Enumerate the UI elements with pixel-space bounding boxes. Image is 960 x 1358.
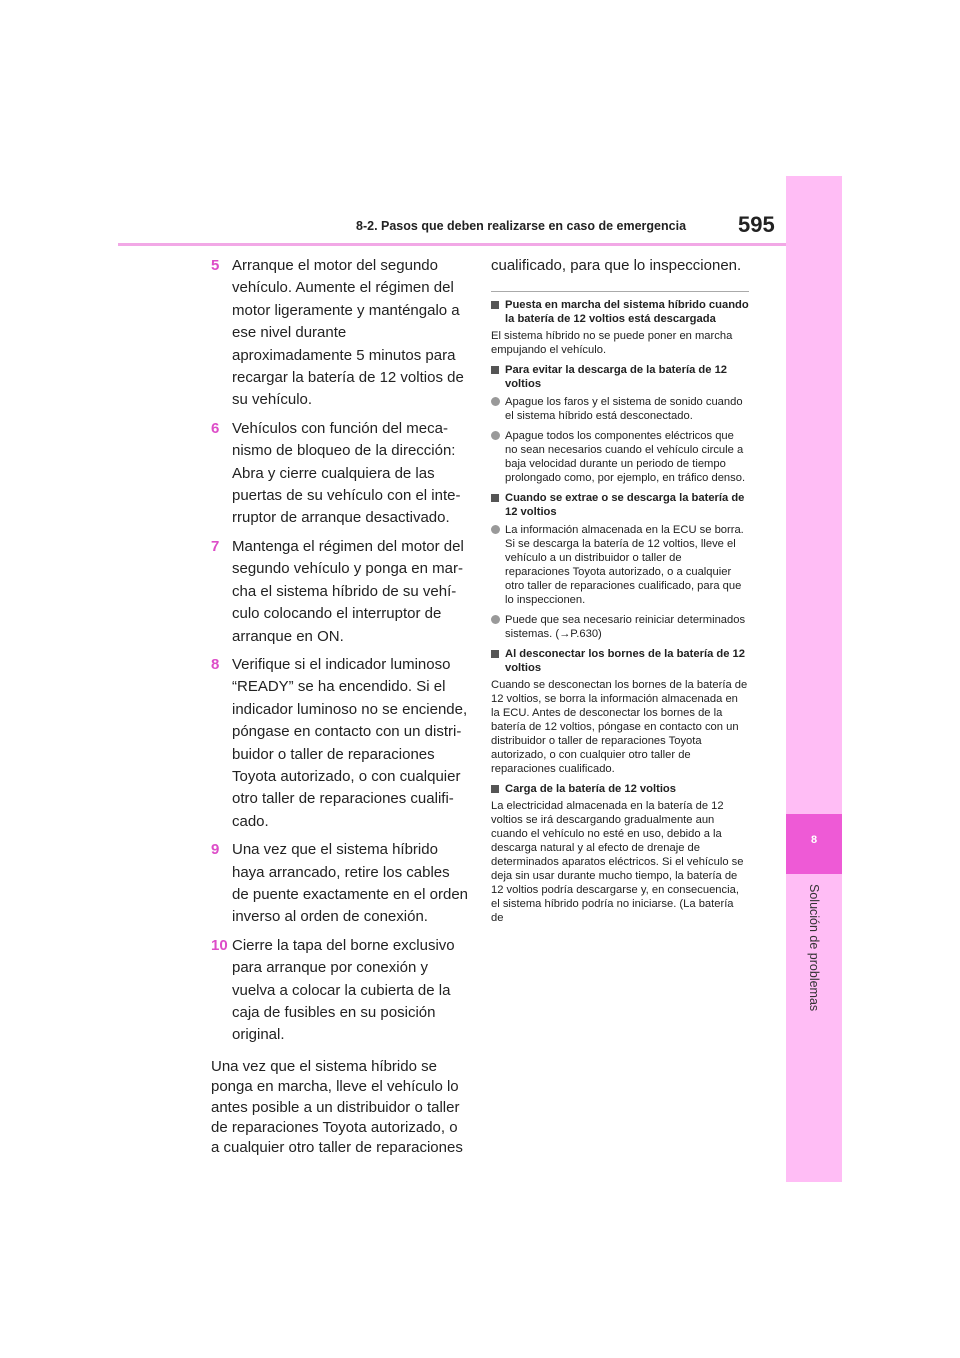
square-bullet-icon [491, 785, 499, 793]
square-bullet-icon [491, 301, 499, 309]
bullet-item: Apague los faros y el sistema de sonido cuando el sistema híbrido está desconectado. [491, 395, 749, 423]
chapter-number: 8 [810, 834, 818, 846]
section-text: El sistema híbrido no se puede poner en marcha empujando el vehículo. [491, 330, 733, 356]
section-heading: Cuando se extrae o se descarga la batería de 12 voltios [491, 491, 749, 519]
section-heading: Carga de la batería de 12 voltios [491, 782, 749, 796]
bullet-item: Puede que sea necesario reiniciar determinados sistemas. (→P.630) [491, 613, 749, 641]
section-text: La electricidad almacenada en la batería de 12 voltios se irá descargando gradualmente aun cuando el vehículo no esté en uso, debido a la descarga natural y al efecto de drenaje de determinados aparatos eléctricos. Si el vehículo se deja sin usar durante mucho tiempo, la batería de 12 voltios podría descargarse y, en consecuencia, el sistema híbrido podría no iniciarse. (La batería de [491, 800, 744, 924]
step-text: Una vez que el sistema híbrido haya arrancado, retire los cables de puente exactamente en el orden inverso al orden de conexión. [232, 841, 469, 926]
step-text: Cierre la tapa del borne exclusivo para arranque por conexión y vuelva a colocar la cubierta de la caja de fusibles en su posición original. [232, 936, 455, 1044]
section-heading: Para evitar la descarga de la batería de 12 voltios [491, 363, 749, 391]
square-bullet-icon [491, 494, 499, 502]
step-item [211, 536, 469, 648]
closing-paragraph: Una vez que el sistema híbrido se ponga en marcha, lleve el vehículo lo antes posible a un distribuidor o taller de reparaciones Toyota autorizado, o a cualquier otro taller de reparaciones [211, 1057, 463, 1157]
step-number: 5 [211, 257, 220, 274]
chapter-label: Solución de problemas [807, 884, 821, 1012]
step-number: 8 [211, 655, 220, 673]
step-number: 7 [211, 537, 220, 555]
step-number: 6 [211, 419, 220, 437]
square-bullet-icon [491, 366, 499, 374]
circle-bullet-icon [491, 431, 500, 440]
circle-bullet-icon [491, 615, 500, 624]
step-item [211, 935, 469, 1047]
left-column [211, 255, 469, 1159]
step-text: Mantenga el régimen del motor del segundo vehículo y ponga en marcha el sistema híbrido de su vehículo colocando el interruptor de arranque en ON. [232, 537, 464, 645]
square-bullet-icon [491, 650, 499, 658]
right-column [491, 255, 749, 931]
section-heading: Puesta en marcha del sistema híbrido cuando la batería de 12 voltios está descargada [491, 298, 749, 326]
bullet-item: Apague todos los componentes eléctricos que no sean necesarios cuando el vehículo circule a baja velocidad durante un periodo de tiempo prolongado como, por ejemplo, en tráfico denso. [491, 429, 749, 485]
section-heading: Al desconectar los bornes de la batería de 12 voltios [491, 647, 749, 675]
page-number: 595 [738, 212, 775, 237]
step-text: Vehículos con función del mecanismo de bloqueo de la dirección: Abra y cierre cualquiera de las puertas de su vehículo con el interruptor de arranque desactivado. [232, 419, 461, 527]
step-number: 9 [211, 841, 220, 859]
bullet-item: La información almacenada en la ECU se borra. Si se descarga la batería de 12 voltios, lleve el vehículo a un distribuidor o taller de reparaciones Toyota autorizado, o a cualquier otro taller de reparaciones cualificado, para que lo inspeccionen. [491, 523, 749, 607]
section-divider [491, 291, 749, 292]
step-text: Verifique si el indicador luminoso “READY” se ha encendido. Si el indicador luminoso no se enciende, póngase en contacto con un distribuidor o taller de reparaciones Toyota autorizado, o con cualquier otro taller de reparaciones cualificado. [232, 655, 468, 830]
section-text: Cuando se desconectan los bornes de la batería de 12 voltios, se borra la información almacenada en la ECU. Antes de desconectar los bornes de la batería de 12 voltios, póngase en contacto con un distribuidor o taller de reparaciones Toyota autorizado, o con cualquier otro taller de reparaciones cualificado. [491, 679, 748, 775]
step-number: 10 [211, 936, 228, 954]
circle-bullet-icon [491, 525, 500, 534]
step-item [211, 654, 469, 833]
continued-text: cualificado, para que lo inspeccionen. [491, 257, 742, 274]
step-item [211, 255, 469, 412]
section-header-title: 8-2. Pasos que deben realizarse en caso de emergencia [356, 219, 687, 233]
step-item [211, 839, 469, 929]
chapter-side-tab [786, 176, 842, 1182]
header-rule [118, 243, 786, 246]
circle-bullet-icon [491, 397, 500, 406]
step-text: Arranque el motor del segundo vehículo. Aumente el régimen del motor ligeramente y manténgalo a ese nivel durante aproximadamente 5 minutos para recargar la batería de 12 voltios de su vehículo. [232, 257, 464, 409]
step-item [211, 418, 469, 530]
